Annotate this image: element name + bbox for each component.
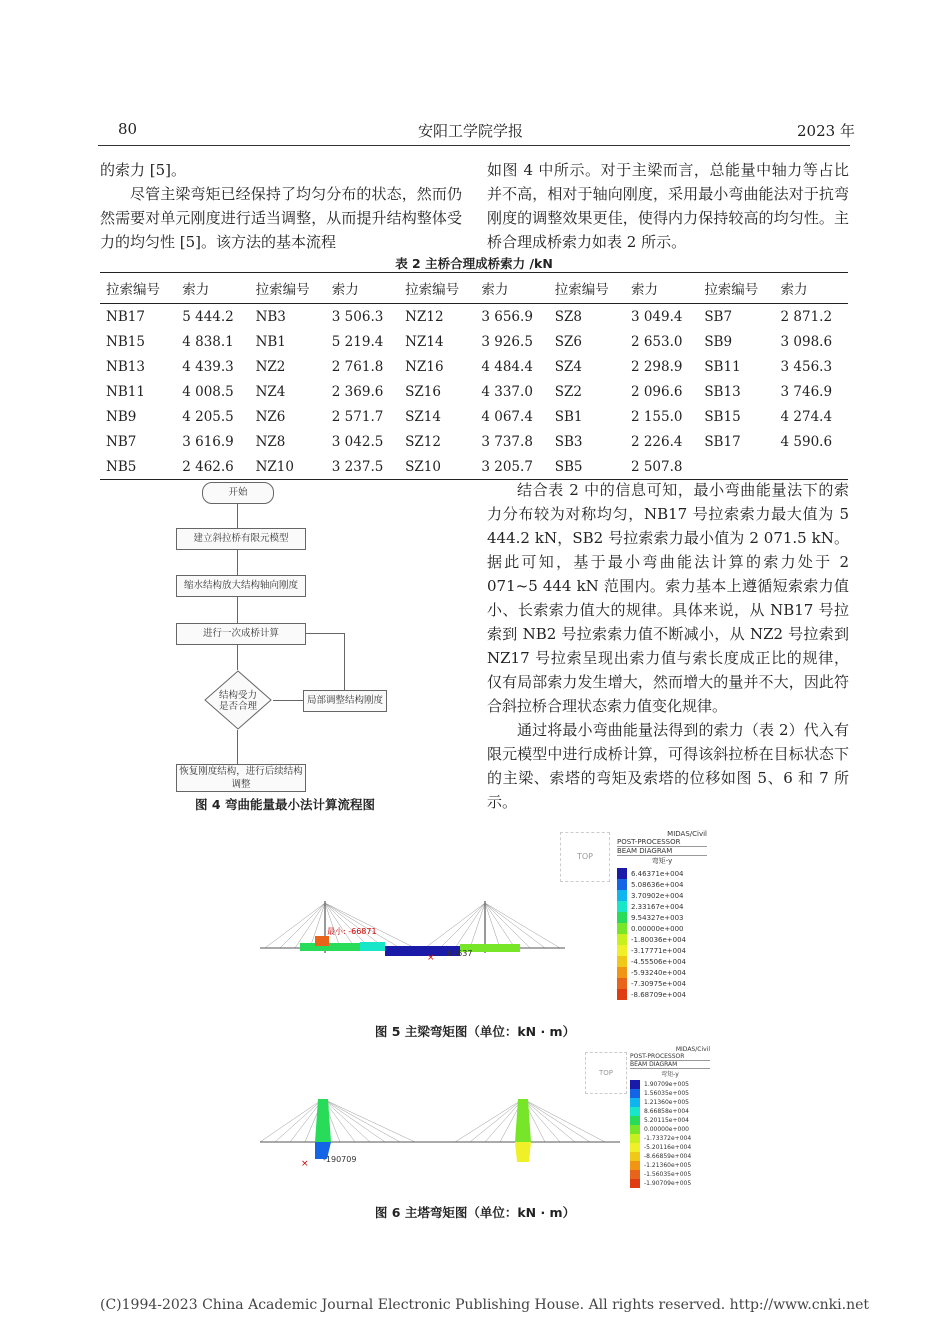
legend-swatch [630, 1170, 640, 1179]
table-header-cell: 拉索编号 [100, 273, 176, 304]
table-row [100, 454, 848, 480]
legend6-title-line1: MIDAS/Civil [675, 1046, 710, 1053]
right-paragraph-results: 通过将最小弯曲能量法得到的索力（表 2）代入有限元模型中进行成桥计算，可得该斜拉桥在目标状态下的主梁、索塔的弯矩及索塔的位移如图 5、6 和 7 所示。 [487, 721, 849, 811]
table-cell: NZ10 [255, 458, 294, 475]
table-cell: NZ4 [255, 383, 286, 400]
table-cell: NZ16 [405, 358, 444, 375]
legend-swatch [617, 978, 627, 989]
legend-entry [617, 912, 707, 923]
table-cell: NB15 [106, 333, 145, 350]
table-cell [698, 454, 774, 480]
flow-decision-text: 结构受力是否合理 [218, 690, 257, 712]
legend-value: 0.00000e+000 [631, 924, 684, 933]
table-cell: NB3 [255, 308, 286, 325]
table-cell: NZ14 [405, 333, 444, 350]
legend-title-line3: BEAM DIAGRAM [617, 847, 707, 856]
legend-entry [630, 1080, 710, 1089]
table-cell: 3 506.3 [331, 308, 384, 325]
legend-value: 2.33167e+004 [631, 902, 684, 911]
legend-swatch [617, 901, 627, 912]
legend-entry [630, 1107, 710, 1116]
table-row [100, 404, 848, 429]
legend-value: 5.08636e+004 [631, 880, 684, 889]
table-caption: 表 2 主桥合理成桥索力 /kN [395, 256, 553, 271]
flow-start: 开始 [202, 482, 274, 504]
right-paragraph-analysis: 结合表 2 中的信息可知，最小弯曲能量法下的索力分布较为对称均匀，NB17 号拉索索力最大值为 5 444.2 kN，SB2 号拉索索力最小值为 2 071.5 kN。据此可知，基于最小弯曲能法计算的索力处于 2 071~5 444 kN 范围内。索力基本上遵循短索索力值小、长索索力值大的规律。具体来说，从 NB17 号拉索到 NB2 号拉索索力值不断减小，从 NZ2 号拉索到 NZ17 号拉索呈现出索力值与索长度成正比的规律，仅有局部索力发生增大，然而增大的量并不大，因此符合斜拉桥合理状态索力值变化规律。 [487, 481, 849, 715]
table-header-cell: 索力 [176, 273, 249, 304]
legend-entry [617, 967, 707, 978]
table-cell: 2 653.0 [630, 333, 683, 350]
table-cell: SB1 [554, 408, 583, 425]
table-cell: 4 439.3 [182, 358, 234, 375]
journal-year: 2023 年 [797, 122, 855, 140]
table-cell: NB1 [255, 333, 286, 350]
figure5 [255, 828, 705, 1018]
table-cell: 4 337.0 [481, 383, 533, 400]
table-cell: NZ2 [255, 358, 286, 375]
table-cell: 3 042.5 [331, 433, 384, 450]
legend-value: -1.73372e+004 [644, 1135, 692, 1142]
legend-value: -8.68709e+004 [631, 990, 687, 999]
legend-entry [617, 978, 707, 989]
table-row [100, 429, 848, 454]
legend-entry [617, 879, 707, 890]
table-cell: 3 746.9 [780, 383, 833, 400]
table-cell: 2 462.6 [182, 458, 234, 475]
legend-swatch [630, 1152, 640, 1161]
table-row [100, 379, 848, 404]
legend-value: -1.80036e+004 [631, 935, 687, 944]
table-header-cell: 拉索编号 [549, 273, 625, 304]
figure5-caption: 图 5 主梁弯矩图（单位：kN · m） [374, 1024, 576, 1039]
table-cell: 3 456.3 [780, 358, 833, 375]
left-column-text [100, 158, 462, 254]
view-cube-icon-2: TOP [585, 1052, 627, 1094]
svg-text:×: × [301, 1159, 309, 1169]
table-cell: SB11 [704, 358, 741, 375]
legend-value: -1.56035e+005 [644, 1171, 692, 1178]
table-cell: 4 205.5 [182, 408, 234, 425]
table-cell: SZ4 [554, 358, 582, 375]
cable-force-table [100, 272, 848, 480]
flow-step-stiffness: 缩水结构放大结构轴向刚度 [176, 575, 306, 597]
table-cell: 3 926.5 [481, 333, 533, 350]
legend-entry [630, 1134, 710, 1143]
svg-text:×: × [427, 953, 435, 963]
legend-value: 5.20115e+004 [644, 1117, 689, 1124]
view-cube-icon: TOP [560, 832, 610, 882]
legend-value: -8.66859e+004 [644, 1153, 692, 1160]
right-paragraph-top: 如图 4 中所示。对于主梁而言，总能量中轴力等占比并不高，相对于轴向刚度，采用最小弯曲能法对于抗弯刚度的调整效果更佳，使得内力保持较高的均匀性。主桥合理成桥索力如表 2 所示。 [487, 161, 849, 251]
table-cell: 2 571.7 [331, 408, 384, 425]
table-header-cell: 拉索编号 [250, 273, 326, 304]
table-cell: NZ8 [255, 433, 286, 450]
table-cell: 2 226.4 [630, 433, 683, 450]
legend-value: -7.30975e+004 [631, 979, 687, 988]
table-cell: 4 008.5 [182, 383, 234, 400]
tower-label-min: -190709 [323, 1155, 357, 1164]
table-row [100, 304, 848, 330]
table-cell: 4 067.4 [481, 408, 533, 425]
legend-entry [617, 901, 707, 912]
legend-entry [630, 1098, 710, 1107]
legend-entry [617, 945, 707, 956]
legend-swatch [630, 1143, 640, 1152]
figure5-legend [617, 830, 707, 1000]
legend-value: 1.90709e+005 [644, 1081, 689, 1088]
legend-swatch [617, 868, 627, 879]
table-header-cell: 索力 [625, 273, 698, 304]
table-header-cell: 索力 [326, 273, 399, 304]
table-cell: SZ12 [405, 433, 441, 450]
table-cell: 4 590.6 [780, 433, 833, 450]
table-cell: 2 507.8 [630, 458, 683, 475]
legend-swatch [617, 934, 627, 945]
table-header-cell: 拉索编号 [698, 273, 774, 304]
legend-swatch [617, 912, 627, 923]
table-cell: SZ8 [554, 308, 582, 325]
legend-value: 1.56035e+005 [644, 1090, 689, 1097]
table-cell: SB3 [554, 433, 583, 450]
table-cell: 5 219.4 [331, 333, 384, 350]
page-number: 80 [118, 120, 138, 138]
right-column-text [487, 158, 849, 254]
legend-swatch [630, 1116, 640, 1125]
table-cell: SB9 [704, 333, 733, 350]
figure6 [255, 1044, 710, 1204]
table-cell: 3 616.9 [182, 433, 234, 450]
table-cell: SZ2 [554, 383, 582, 400]
table-cell: 3 205.7 [481, 458, 533, 475]
legend-value: -3.17771e+004 [631, 946, 687, 955]
legend-swatch [617, 890, 627, 901]
table-header-cell: 索力 [775, 273, 848, 304]
table-cell: SZ16 [405, 383, 441, 400]
legend-entry [617, 890, 707, 901]
legend-swatch [630, 1161, 640, 1170]
table-cell: 2 155.0 [630, 408, 683, 425]
legend6-title-line3: BEAM DIAGRAM [630, 1061, 710, 1069]
left-line1: 的索力 [5]。 [100, 161, 187, 179]
legend-swatch [617, 879, 627, 890]
legend-swatch [630, 1098, 640, 1107]
table-header-cell: 拉索编号 [399, 273, 475, 304]
tower-moment-diagram [255, 1044, 625, 1204]
legend-entry [630, 1125, 710, 1134]
legend-value: -4.55506e+004 [631, 957, 687, 966]
legend-title-line4: 弯矩-y [651, 857, 673, 865]
table-cell: 3 656.9 [481, 308, 533, 325]
legend-entry [617, 989, 707, 1000]
girder-label-max: 64637 [447, 949, 473, 958]
legend-entry [617, 956, 707, 967]
table-cell: 4 274.4 [780, 408, 833, 425]
legend-entry [630, 1179, 710, 1188]
legend-swatch [617, 967, 627, 978]
legend-swatch [630, 1125, 640, 1134]
flowchart [170, 478, 470, 798]
right-column-text-middle [487, 478, 849, 814]
table-cell: SZ6 [554, 333, 582, 350]
legend-value: 3.70902e+004 [631, 891, 684, 900]
legend-swatch [630, 1107, 640, 1116]
legend6-title-line2: POST-PROCESSOR [630, 1053, 710, 1061]
table-cell: 2 761.8 [331, 358, 384, 375]
legend-value: -5.20116e+004 [644, 1144, 692, 1151]
table-cell: 3 737.8 [481, 433, 533, 450]
legend-swatch [630, 1089, 640, 1098]
legend-swatch [630, 1080, 640, 1089]
legend-entry [630, 1089, 710, 1098]
legend-swatch [630, 1179, 640, 1188]
table-cell: 3 237.5 [331, 458, 384, 475]
legend-entry [630, 1152, 710, 1161]
figure6-legend [630, 1046, 710, 1188]
header-rule [98, 145, 850, 146]
legend-entry [630, 1116, 710, 1125]
table-cell: NB5 [106, 458, 137, 475]
legend-value: 0.00000e+000 [644, 1126, 689, 1133]
table-cell: NZ6 [255, 408, 286, 425]
girder-moment-diagram [255, 828, 605, 1018]
table-cell: SB5 [554, 458, 583, 475]
flow-step-model: 建立斜拉桥有限元模型 [176, 528, 306, 550]
table-cell: 2 096.6 [630, 383, 683, 400]
table-cell: SZ14 [405, 408, 441, 425]
figure6-caption: 图 6 主塔弯矩图（单位：kN · m） [374, 1205, 576, 1220]
legend-swatch [630, 1134, 640, 1143]
table-cell: NB9 [106, 408, 137, 425]
legend-swatch [617, 989, 627, 1000]
legend-value: 9.54327e+003 [631, 913, 684, 922]
table-cell: NB13 [106, 358, 145, 375]
table-cell: SB15 [704, 408, 741, 425]
legend-entry [630, 1170, 710, 1179]
table-cell: SB13 [704, 383, 741, 400]
flow-step-end: 恢复刚度结构，进行后续结构调整 [176, 764, 306, 792]
table-cell: NB11 [106, 383, 145, 400]
flow-step-adjust: 局部调整结构刚度 [303, 690, 387, 712]
legend-entry [630, 1143, 710, 1152]
legend-entry [617, 923, 707, 934]
table-cell: 2 369.6 [331, 383, 384, 400]
table-cell [775, 454, 848, 480]
legend-value: -1.21360e+005 [644, 1162, 692, 1169]
table-cell: NZ12 [405, 308, 444, 325]
table-cell: SB7 [704, 308, 733, 325]
journal-title: 安阳工学院学报 [418, 122, 524, 140]
girder-label-min: 最小: -66871 [327, 927, 377, 936]
legend-value: -1.90709e+005 [644, 1180, 692, 1187]
legend-swatch [617, 923, 627, 934]
legend-entry [617, 934, 707, 945]
table-cell: 3 098.6 [780, 333, 833, 350]
legend-title-line1: MIDAS/Civil [667, 830, 707, 838]
legend-entry [630, 1161, 710, 1170]
table-row [100, 329, 848, 354]
legend-value: 1.21360e+005 [644, 1099, 689, 1106]
left-paragraph: 尽管主梁弯矩已经保持了均匀分布的状态，然而仍然需要对单元刚度进行适当调整，从而提升结构整体受力的均匀性 [5]。该方法的基本流程 [100, 185, 462, 251]
table-header-cell: 索力 [475, 273, 548, 304]
legend-title-line2: POST-PROCESSOR [617, 838, 707, 847]
table-cell: 2 298.9 [630, 358, 683, 375]
flow-step-calc: 进行一次成桥计算 [176, 623, 306, 645]
table-cell: 2 871.2 [780, 308, 833, 325]
table-cell: 4 838.1 [182, 333, 234, 350]
table-cell: SB17 [704, 433, 741, 450]
legend-swatch [617, 945, 627, 956]
copyright-footer: (C)1994-2023 China Academic Journal Electronic Publishing House. All rights reserved. http://www.cnki.net [100, 1297, 870, 1313]
table-cell: SZ10 [405, 458, 441, 475]
table-cell: 4 484.4 [481, 358, 533, 375]
legend-value: 6.46371e+004 [631, 869, 684, 878]
figure4-caption: 图 4 弯曲能量最小法计算流程图 [195, 797, 375, 812]
table-header-row [100, 273, 848, 304]
legend-entry [617, 868, 707, 879]
legend-value: 8.66858e+004 [644, 1108, 689, 1115]
table-cell: 5 444.2 [182, 308, 234, 325]
legend-swatch [617, 956, 627, 967]
table-cell: NB7 [106, 433, 137, 450]
table-cell: NB17 [106, 308, 145, 325]
legend6-title-line4: 弯矩-y [661, 1071, 679, 1078]
legend-value: -5.93240e+004 [631, 968, 687, 977]
table-row [100, 354, 848, 379]
table-cell: 3 049.4 [630, 308, 683, 325]
